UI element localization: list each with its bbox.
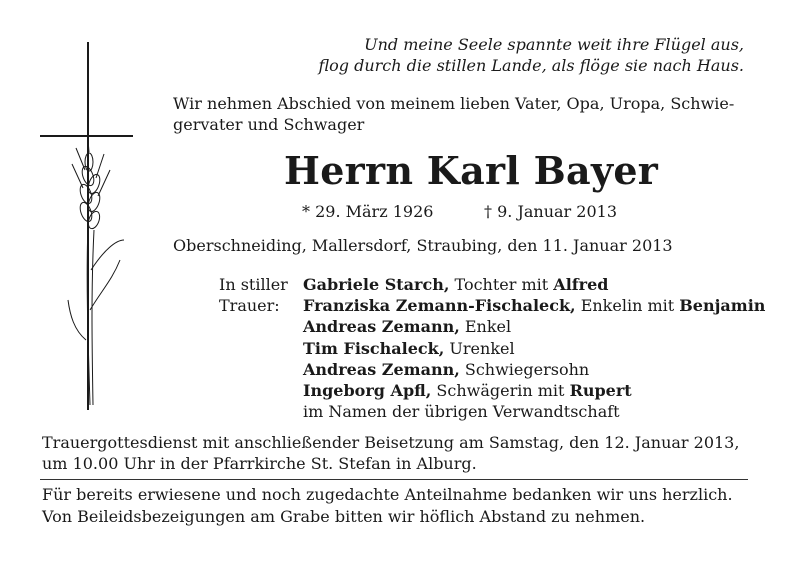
mourner-relation: Tochter mit — [449, 275, 554, 294]
service-line: Trauergottesdienst mit anschließender Beisetzung am Samstag, den 12. Januar 2013, — [42, 433, 740, 452]
cross-icon-horizontal — [40, 135, 133, 137]
mourner-partner: Rupert — [569, 381, 632, 401]
mourner-row — [303, 380, 765, 401]
service-info — [42, 432, 762, 474]
intro-line: gervater und Schwager — [173, 115, 365, 134]
wheat-ear-icon — [64, 140, 134, 410]
mourners-label-line: Trauer: — [219, 296, 280, 316]
poem — [318, 34, 744, 76]
mourner-relation: Enkelin mit — [575, 296, 680, 316]
mourner-name: Franziska Zemann-Fischaleck, — [303, 296, 576, 316]
mourner-row — [303, 295, 765, 316]
thanks-line: Von Beileidsbezeigungen am Grabe bitten wir höflich Abstand zu nehmen. — [42, 507, 646, 526]
mourner-name: Gabriele Starch, — [303, 275, 450, 294]
mourner-row — [303, 316, 765, 337]
mourner-name: Tim Fischaleck, — [303, 338, 445, 358]
place-date: Oberschneiding, Mallersdorf, Straubing, den 11. Januar 2013 — [173, 236, 673, 255]
mourners-closing: im Namen der übrigen Verwandtschaft — [303, 402, 620, 422]
mourner-relation: Enkel — [459, 317, 512, 337]
poem-line: Und meine Seele spannte weit ihre Flügel aus, — [364, 35, 744, 54]
mourners-list — [303, 274, 765, 422]
mourner-name: Andreas Zemann, — [303, 359, 460, 379]
divider — [40, 479, 748, 480]
poem-line: flog durch die stillen Lande, als flöge sie nach Haus. — [318, 56, 744, 75]
mourner-row — [303, 274, 765, 295]
intro-line: Wir nehmen Abschied von meinem lieben Vater, Opa, Uropa, Schwie- — [173, 94, 735, 113]
thanks-line: Für bereits erwiesene und noch zugedachte Anteilnahme bedanken wir uns herzlich. — [42, 485, 733, 504]
mourner-relation: Urenkel — [444, 338, 515, 358]
mourner-name: Ingeborg Apfl, — [303, 381, 432, 401]
mourner-partner: Benjamin — [679, 296, 766, 316]
birth-date: * 29. März 1926 — [302, 202, 434, 221]
mourner-relation: Schwiegersohn — [459, 359, 590, 379]
mourners-label — [219, 274, 288, 316]
mourner-row — [303, 359, 765, 380]
deceased-name: Herrn Karl Bayer — [284, 148, 659, 193]
death-date: † 9. Januar 2013 — [484, 202, 617, 221]
mourner-name: Andreas Zemann, — [303, 317, 460, 337]
intro-text — [173, 93, 753, 135]
mourners-label-line: In stiller — [219, 275, 288, 294]
mourner-partner: Alfred — [553, 275, 609, 294]
thanks-text — [42, 484, 762, 528]
service-line: um 10.00 Uhr in der Pfarrkirche St. Stefan in Alburg. — [42, 454, 477, 473]
mourner-relation: Schwägerin mit — [431, 381, 570, 401]
mourner-row — [303, 338, 765, 359]
